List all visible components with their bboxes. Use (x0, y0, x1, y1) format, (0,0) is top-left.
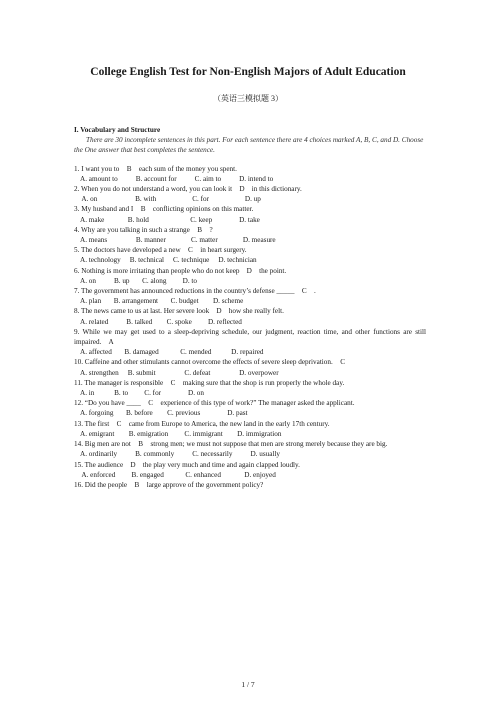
question-item (74, 184, 426, 194)
question-item (74, 286, 426, 296)
question-stem: 8. The news came to us at last. Her severe look (74, 307, 210, 316)
document-title: College English Test for Non-English Majors of Adult Education (90, 66, 406, 78)
question-stem: 4. Why are you talking in such a strange (74, 225, 190, 234)
answer-key: A (108, 338, 114, 347)
question-stem: 7. The government has announced reductions in the country’s defense _____ (74, 287, 295, 296)
section-instructions: There are 30 incomplete sentences in this part. For each sentence there are 4 choices marked A, B, C, and D. Choose the One answer that best completes the sentence. (74, 136, 424, 155)
answer-key: B (197, 225, 203, 234)
answer-options: A. plan B. arrangement C. budget D. scheme (80, 297, 244, 306)
answer-key: D (239, 185, 245, 194)
question-item (74, 327, 426, 347)
answer-options: A. enforced B. engaged C. enhanced D. enjoyed (80, 470, 276, 479)
answer-key: B (138, 440, 144, 449)
question-item (74, 357, 426, 367)
question-item (74, 378, 426, 388)
answer-key: C (148, 399, 154, 408)
answer-options: A. amount to B. account for C. aim to D. intend to (80, 174, 274, 183)
question-tail: strong men; we must not suppose that men are strong merely because they are big. (150, 440, 388, 449)
question-item (74, 266, 426, 276)
answer-key: C (188, 246, 193, 255)
answer-options: A. related B. talked C. spoke D. reflected (80, 317, 242, 326)
question-tail: ? (209, 225, 213, 234)
question-tail: each sum of the money you spent. (138, 164, 237, 173)
question-stem: 10. Caffeine and other stimulants cannot overcome the effects of severe sleep deprivation. (74, 358, 333, 367)
document-body (74, 125, 426, 490)
question-stem: 15. The audience (74, 460, 124, 469)
question-tail: in this dictionary. (251, 185, 302, 194)
answer-options: A. on B. with C. for D. up (80, 195, 261, 204)
answer-options: A. emigrant B. emigration C. immigrant D. immigration (80, 429, 282, 438)
document-subtitle: （英语三模拟题 3） (213, 94, 283, 103)
question-item (74, 419, 426, 429)
question-stem: 16. Did the people (74, 480, 128, 489)
answer-key: B (134, 480, 140, 489)
answer-options: A. affected B. damaged C. mended D. repaired (80, 348, 264, 357)
answer-key: C (340, 358, 345, 367)
answer-key: B (140, 205, 146, 214)
section-heading: I. Vocabulary and Structure (74, 126, 161, 134)
question-tail: in heart surgery. (200, 246, 247, 255)
answer-key: C (116, 419, 122, 428)
question-stem: 13. The first (74, 419, 110, 428)
question-tail: how she really felt. (228, 307, 284, 316)
question-stem: 12. “Do you have ____ (74, 399, 141, 408)
question-stem: 2. When you do not understand a word, you can look it (74, 185, 233, 194)
answer-key: C (170, 378, 176, 387)
answer-options: A. in B. to C. for D. on (80, 389, 204, 398)
question-item (74, 245, 426, 255)
answer-options: A. means B. manner C. matter D. measure (80, 236, 276, 245)
question-item (74, 306, 426, 316)
question-tail: making sure that the shop is run properly the whole day. (182, 378, 345, 387)
answer-options: A. ordinarily B. commonly C. necessarily D. usually (80, 450, 281, 459)
question-stem: 5. The doctors have developed a new (74, 246, 181, 255)
answer-options: A. on B. up C. along D. to (80, 276, 197, 285)
answer-key: D (130, 460, 136, 469)
question-stem: 3. My husband and I (74, 205, 134, 214)
answer-options: A. technology B. technical C. technique D. technician (80, 256, 257, 265)
question-stem: 14. Big men are not (74, 440, 131, 449)
answer-key: C (301, 287, 307, 296)
answer-options: A. make B. hold C. keep D. take (80, 215, 260, 224)
question-stem: 11. The manager is responsible (74, 378, 164, 387)
question-tail: came from Europe to America, the new land in the early 17th century. (128, 419, 330, 428)
question-item (74, 480, 426, 490)
question-tail: the point. (259, 266, 287, 275)
question-stem: 9. While we may get used to a sleep-depriving schedule, our judgment, reaction time, and other functions are still impaired. (74, 327, 426, 347)
question-tail: conflicting opinions on this matter. (152, 205, 254, 214)
answer-options: A. strengthen B. submit C. defeat D. overpower (80, 368, 279, 377)
answer-key: D (216, 307, 222, 316)
question-item (74, 460, 426, 470)
question-tail: . (314, 287, 316, 296)
question-list (74, 164, 426, 491)
question-stem: 1. I want you to (74, 164, 120, 173)
question-item (74, 164, 426, 174)
question-item (74, 439, 426, 449)
question-stem: 6. Nothing is more irritating than people who do not keep (74, 266, 240, 275)
question-tail: large approve of the government policy? (146, 480, 264, 489)
question-item (74, 225, 426, 235)
question-item (74, 398, 426, 408)
answer-key: B (126, 164, 132, 173)
answer-options: A. forgoing B. before C. previous D. past (80, 409, 248, 418)
question-tail: the play very much and time and again clapped loudly. (142, 460, 300, 469)
page-number: 1 / 7 (241, 680, 255, 689)
question-tail: experience of this type of work?” The manager asked the applicant. (160, 399, 355, 408)
question-item (74, 204, 426, 214)
answer-key: D (246, 266, 252, 275)
